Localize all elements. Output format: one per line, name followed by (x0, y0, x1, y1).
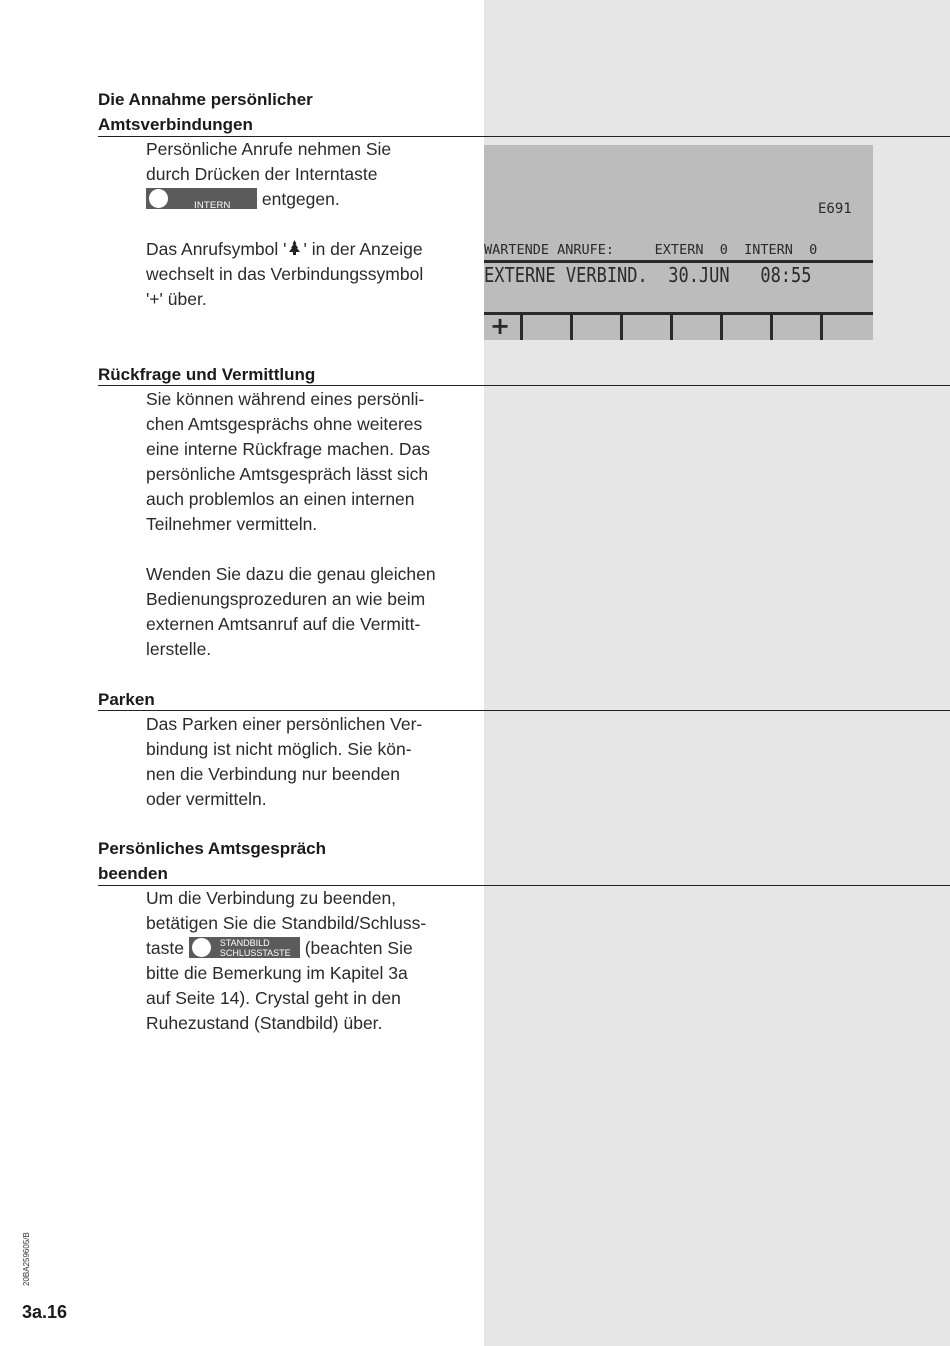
softkey-6 (723, 315, 773, 340)
text-line-with-key (146, 936, 466, 961)
text-line: Bedienungsprozeduren an wie beim (146, 589, 426, 609)
document-number: 20BA259605/B (22, 1232, 31, 1286)
telephone-display (484, 145, 873, 340)
paragraph-annahme-1 (146, 137, 466, 212)
section-divider (98, 385, 950, 386)
text-line: oder vermitteln. (146, 789, 267, 809)
connection-plus-icon: + (490, 312, 511, 340)
section-title-rueckfrage (98, 362, 458, 387)
softkey-7 (773, 315, 823, 340)
standbild-key-label-line2: SCHLUSSTASTE (219, 947, 291, 958)
text-line: externen Amtsanruf auf die Vermitt- (146, 614, 421, 634)
key-dot-icon (192, 938, 211, 957)
text-line: wechselt in das Verbindungssymbol (146, 264, 424, 284)
softkey-4 (623, 315, 673, 340)
text-line-with-key (146, 187, 466, 212)
text-fragment: ' in der Anzeige (303, 239, 423, 259)
paragraph-rueckfrage-2 (146, 562, 466, 662)
section-title-line: Parken (98, 690, 155, 709)
paragraph-parken (146, 712, 466, 812)
text-line: Persönliche Anrufe nehmen Sie (146, 139, 392, 159)
softkey-5 (673, 315, 723, 340)
section-divider (98, 710, 950, 711)
text-line: nen die Verbindung nur beenden (146, 764, 400, 784)
display-connection-row: EXTERNE VERBIND. 30.JUN 08:55 (484, 263, 812, 287)
text-line: auch problemlos an einen internen (146, 489, 415, 509)
section-title-parken (98, 687, 458, 712)
section-title-line: Rückfrage und Vermittlung (98, 365, 316, 384)
paragraph-rueckfrage-1 (146, 387, 466, 537)
section-title-beenden (98, 836, 458, 886)
text-fragment: taste (146, 938, 184, 958)
page-number: 3a.16 (22, 1302, 68, 1322)
text-line: auf Seite 14). Crystal geht in den (146, 988, 401, 1008)
intern-key-label: INTERN (194, 199, 231, 211)
text-fragment: entgegen. (261, 189, 340, 209)
paragraph-annahme-2 (146, 237, 466, 312)
paragraph-beenden (146, 886, 466, 1036)
standbild-schlusstaste-key (189, 937, 300, 958)
text-line: chen Amtsgesprächs ohne weiteres (146, 414, 423, 434)
display-code: E691 (818, 201, 852, 217)
standbild-key-label-line1: STANDBILD (219, 937, 270, 948)
text-line: persönliche Amtsgespräch lässt sich (146, 464, 429, 484)
softkey-1 (484, 312, 523, 340)
standbild-key-label (220, 938, 291, 958)
section-title-line: Persönliches Amtsgespräch (98, 839, 327, 858)
section-title-annahme (98, 87, 458, 137)
intern-key (146, 188, 257, 209)
text-line: Sie können während eines persönli- (146, 389, 425, 409)
text-line: lerstelle. (146, 639, 212, 659)
text-line: betätigen Sie die Standbild/Schluss- (146, 913, 427, 933)
display-status-row: WARTENDE ANRUFE: EXTERN 0 INTERN 0 (484, 242, 818, 258)
text-fragment: (beachten Sie (304, 938, 413, 958)
text-line: durch Drücken der Interntaste (146, 164, 378, 184)
softkey-3 (573, 315, 623, 340)
softkey-2 (523, 315, 573, 340)
text-line: bitte die Bemerkung im Kapitel 3a (146, 963, 408, 983)
text-line: Ruhezustand (Standbild) über. (146, 1013, 383, 1033)
text-line: Um die Verbindung zu beenden, (146, 888, 397, 908)
section-title-line: beenden (98, 864, 168, 883)
key-dot-icon (149, 189, 168, 208)
section-title-line: Amtsverbindungen (98, 115, 253, 134)
section-title-line: Die Annahme persönlicher (98, 90, 313, 109)
text-line: Teilnehmer vermitteln. (146, 514, 318, 534)
text-line-with-icon (146, 237, 466, 262)
text-line: eine interne Rückfrage machen. Das (146, 439, 431, 459)
display-softkeys (484, 312, 873, 340)
text-line: Das Parken einer persönlichen Ver- (146, 714, 423, 734)
text-line: '+' über. (146, 289, 207, 309)
text-line: bindung ist nicht möglich. Sie kön- (146, 739, 412, 759)
bell-icon (287, 239, 302, 257)
text-fragment: Das Anrufsymbol ' (146, 239, 287, 259)
text-line: Wenden Sie dazu die genau gleichen (146, 564, 436, 584)
softkey-8 (823, 315, 873, 340)
